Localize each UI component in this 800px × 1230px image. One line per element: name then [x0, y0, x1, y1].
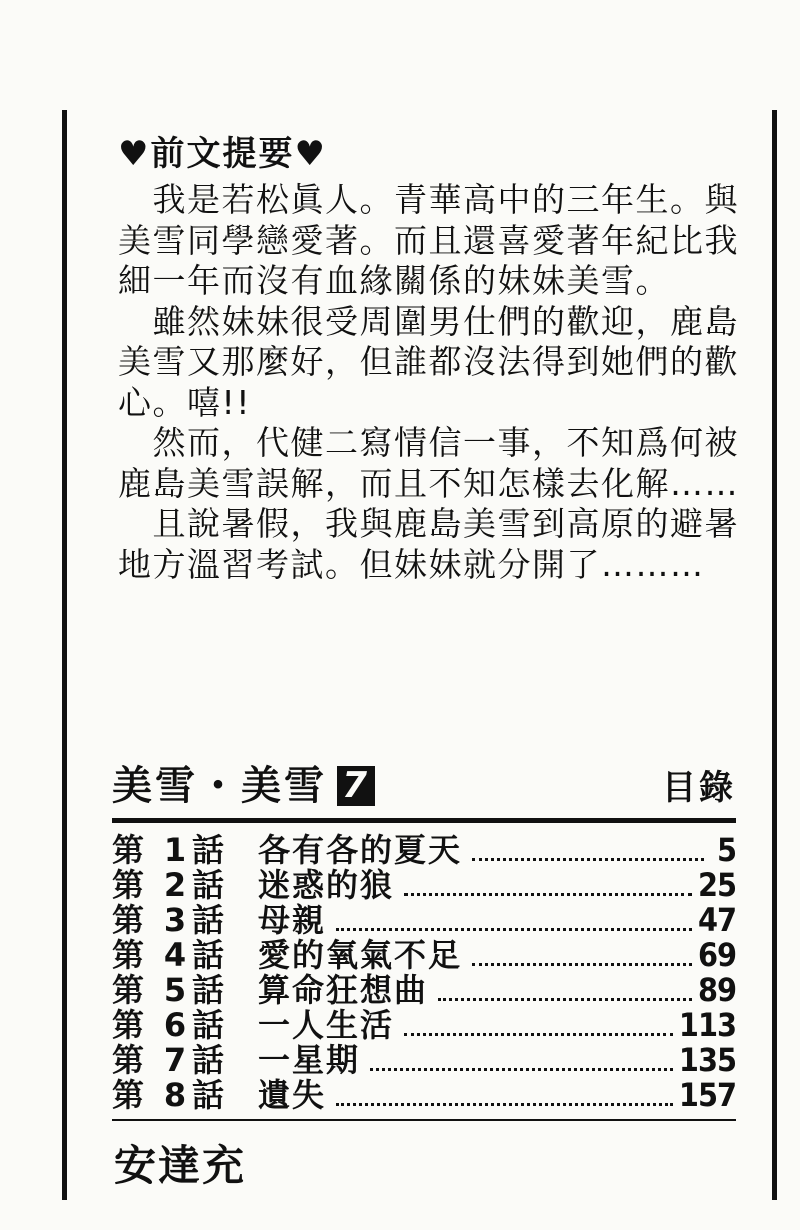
volume-badge: 7 [337, 766, 375, 806]
heart-icon: ♥ [294, 134, 327, 174]
header-divider [112, 818, 736, 823]
dot-leader [472, 858, 704, 861]
table-of-contents [112, 758, 736, 1121]
chapter-page: 47 [697, 901, 736, 939]
chapter-page: 69 [697, 936, 736, 974]
story-summary [118, 132, 738, 585]
chapter-page: 25 [697, 866, 736, 904]
summary-line: 雖然妹妹很受周圍男仕們的歡迎，鹿島 [118, 301, 739, 341]
left-border-rule [62, 110, 67, 1200]
chapter-number: 7 [163, 1041, 187, 1079]
summary-line: 然而，代健二寫情信一事，不知爲何被 [118, 423, 739, 462]
chapter-title: 迷惑的狼 [258, 866, 395, 904]
dot-leader [370, 1068, 673, 1071]
dot-leader [472, 963, 692, 966]
chapter-suffix: 話 [192, 936, 225, 974]
chapter-title: 算命狂想曲 [258, 971, 429, 1009]
chapter-suffix: 話 [192, 901, 225, 939]
dot-leader [336, 928, 692, 931]
chapter-entry [112, 903, 736, 938]
chapter-title: 遺失 [258, 1076, 327, 1114]
chapter-prefix: 第 [112, 1076, 145, 1114]
chapter-page: 135 [678, 1041, 736, 1079]
summary-title: 前文提要 [150, 134, 295, 174]
summary-line: 且說暑假，我與鹿島美雪到高原的避暑 [118, 504, 739, 543]
chapter-number: 3 [163, 901, 187, 939]
dot-leader [438, 998, 692, 1001]
dot-leader [336, 1103, 673, 1106]
chapter-title: 一星期 [258, 1041, 361, 1079]
chapter-suffix: 話 [192, 971, 225, 1009]
series-title [112, 762, 375, 810]
series-name: 美雪・美雪 [112, 763, 327, 809]
chapter-suffix: 話 [192, 866, 225, 904]
chapter-prefix: 第 [112, 936, 145, 974]
chapter-number: 5 [163, 971, 187, 1009]
dot-leader [404, 1033, 673, 1036]
chapter-prefix: 第 [112, 1006, 145, 1044]
chapter-suffix: 話 [192, 1041, 225, 1079]
chapter-prefix: 第 [112, 971, 145, 1009]
summary-line: 細一年而沒有血緣關係的妹妹美雪。 [118, 261, 670, 300]
right-border-rule [772, 110, 777, 1200]
chapter-entry [112, 868, 736, 903]
chapter-title: 各有各的夏天 [258, 831, 463, 869]
chapter-number: 1 [163, 831, 187, 869]
chapter-number: 2 [163, 866, 187, 904]
dot-leader [404, 893, 692, 896]
chapter-entry [112, 833, 736, 868]
author-name: 安達充 [114, 1141, 247, 1190]
chapter-suffix: 話 [192, 831, 225, 869]
chapter-page: 5 [716, 831, 736, 869]
chapter-title: 愛的氧氣不足 [258, 936, 463, 974]
chapter-suffix: 話 [192, 1006, 225, 1044]
chapter-page: 157 [678, 1076, 736, 1114]
chapter-suffix: 話 [192, 1076, 225, 1114]
contents-header [112, 758, 736, 810]
chapter-page: 113 [678, 1006, 736, 1044]
chapter-entry [112, 938, 736, 973]
chapter-title: 一人生活 [258, 1006, 395, 1044]
summary-heading [118, 132, 738, 176]
summary-line: 我是若松眞人。青華高中的三年生。與 [118, 180, 739, 219]
chapter-number: 4 [163, 936, 187, 974]
chapter-entry [112, 1008, 736, 1043]
summary-body [118, 180, 738, 585]
contents-bottom-rule [112, 1119, 736, 1121]
summary-line: 心。嘻!! [118, 382, 251, 422]
chapter-prefix: 第 [112, 866, 145, 904]
chapter-entry [112, 973, 736, 1008]
chapter-list [112, 833, 736, 1113]
summary-line: 美雪又那麼好，但誰都沒法得到她們的歡 [118, 342, 739, 381]
chapter-prefix: 第 [112, 1041, 145, 1079]
summary-line: 鹿島美雪誤解，而且不知怎樣去化解…… [118, 463, 739, 503]
chapter-entry [112, 1043, 736, 1078]
contents-label: 目錄 [662, 768, 736, 808]
chapter-page: 89 [697, 971, 736, 1009]
chapter-prefix: 第 [112, 831, 145, 869]
heart-icon: ♥ [118, 134, 151, 174]
chapter-number: 6 [163, 1006, 187, 1044]
chapter-title: 母親 [258, 901, 327, 939]
chapter-prefix: 第 [112, 901, 145, 939]
summary-line: 地方溫習考試。但妹妹就分開了……… [118, 544, 705, 584]
summary-line: 美雪同學戀愛著。而且還喜愛著年紀比我 [118, 220, 739, 260]
chapter-entry [112, 1078, 736, 1113]
chapter-number: 8 [163, 1076, 187, 1114]
